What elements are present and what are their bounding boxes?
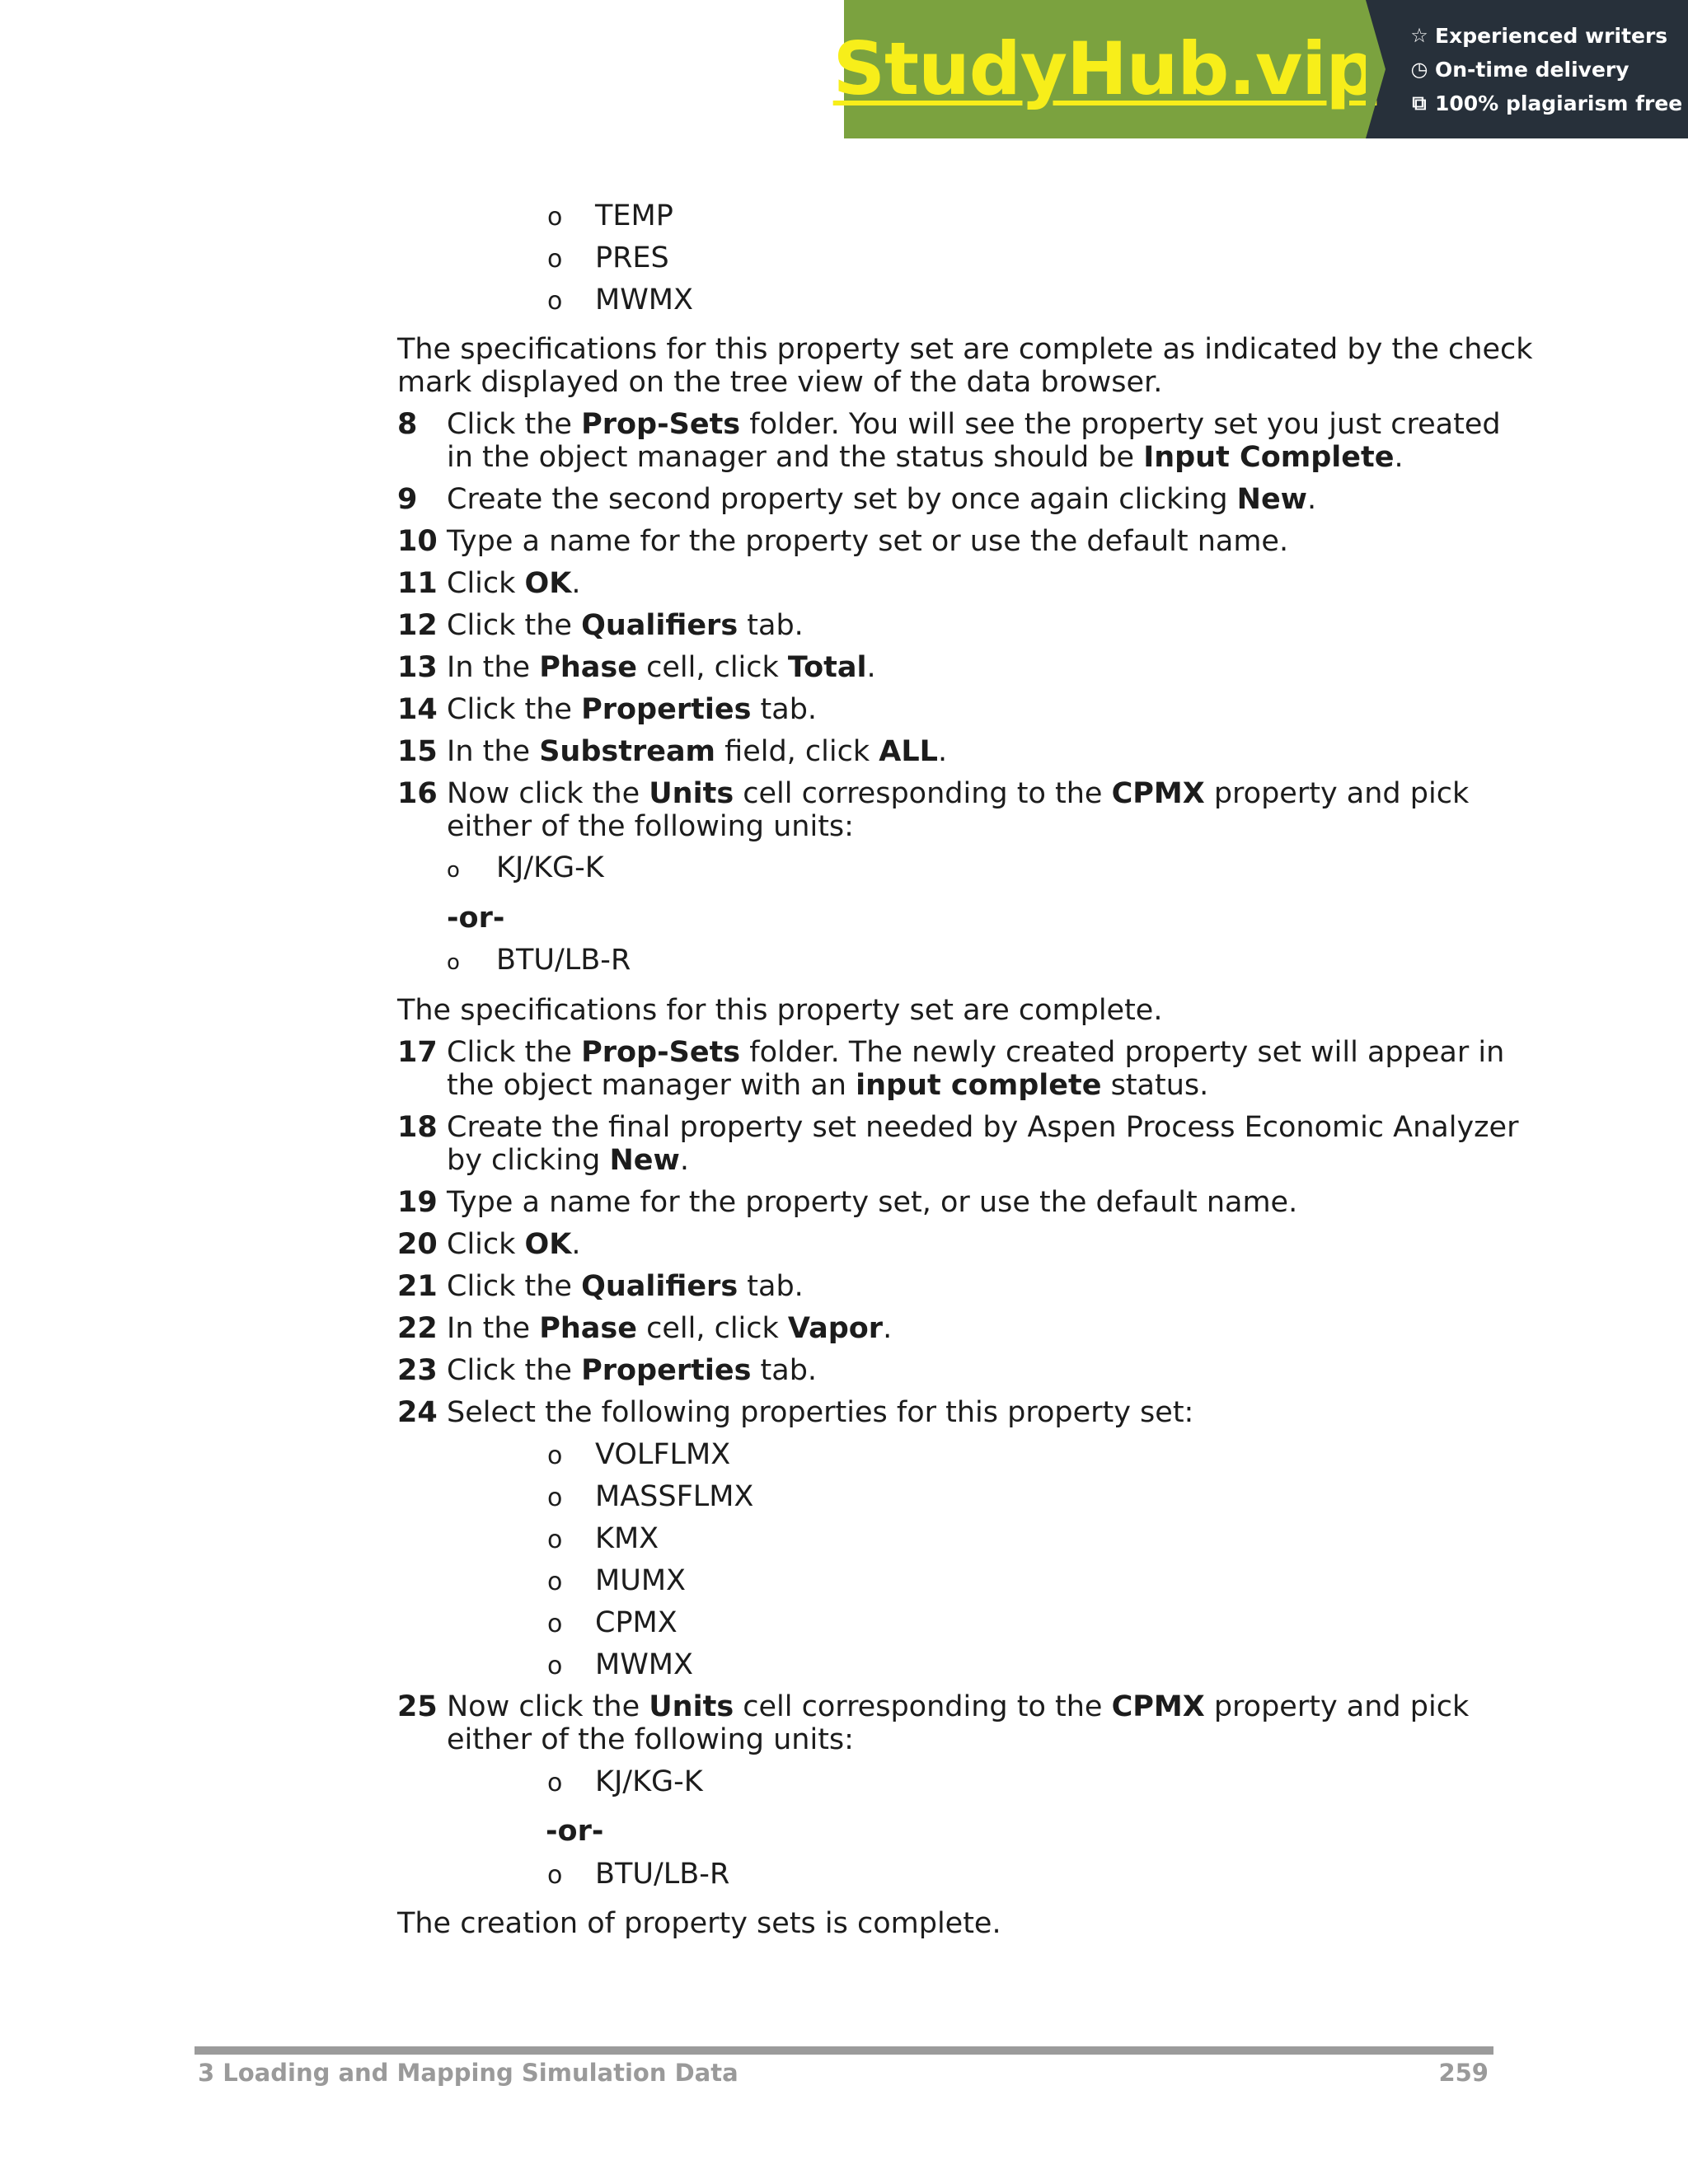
step-text: In the Substream field, click ALL. — [447, 735, 948, 768]
step-text: in the object manager and the status should be Input Complete. — [447, 441, 1404, 474]
bullet-marker: o — [447, 950, 460, 975]
bullet-marker: o — [547, 203, 563, 232]
badge-text: On-time delivery — [1435, 57, 1629, 82]
step-text: In the Phase cell, click Vapor. — [447, 1312, 893, 1345]
step-number: 8 — [397, 408, 418, 441]
list-item: VOLFLMX — [595, 1438, 731, 1471]
step-text: Click OK. — [447, 1228, 581, 1261]
paragraph: The creation of property sets is complete. — [397, 1907, 1001, 1940]
list-item: MWMX — [595, 1648, 693, 1681]
step-text: Click the Properties tab. — [447, 693, 818, 726]
step-text: Click the Qualifiers tab. — [447, 1270, 804, 1303]
bullet-marker: o — [547, 1652, 563, 1680]
list-item: MWMX — [595, 284, 693, 316]
step-text: Select the following properties for this property set: — [447, 1396, 1194, 1429]
step-text: Type a name for the property set, or use the default name. — [447, 1186, 1298, 1219]
page-number: 259 — [1438, 2059, 1489, 2087]
step-text: Click the Qualifiers tab. — [447, 609, 804, 642]
badge-plagiarism-free — [1409, 87, 1688, 120]
clock-icon: ◷ — [1410, 57, 1428, 81]
bullet-marker: o — [547, 1568, 563, 1596]
step-number: 14 — [397, 693, 438, 726]
bullet-marker: o — [547, 287, 563, 316]
step-text: either of the following units: — [447, 1723, 854, 1756]
star-icon: ☆ — [1410, 23, 1428, 47]
step-number: 9 — [397, 483, 418, 516]
step-text: Create the second property set by once again clicking New. — [447, 483, 1317, 516]
step-number: 23 — [397, 1354, 438, 1387]
list-item: CPMX — [595, 1606, 678, 1639]
logo-panel — [832, 0, 1377, 138]
paragraph-line: The specifications for this property set are complete as indicated by the check — [397, 333, 1533, 366]
bullet-marker: o — [447, 858, 460, 883]
step-number: 12 — [397, 609, 438, 642]
step-number: 18 — [397, 1111, 438, 1144]
step-number: 13 — [397, 651, 438, 684]
step-text: by clicking New. — [447, 1144, 690, 1177]
step-number: 21 — [397, 1270, 438, 1303]
or-label: -or- — [546, 1815, 604, 1848]
list-item: MASSFLMX — [595, 1480, 754, 1513]
step-number: 11 — [397, 567, 438, 600]
list-item: KMX — [595, 1522, 659, 1555]
badge-on-time-delivery — [1409, 53, 1688, 87]
step-text: Type a name for the property set or use the default name. — [447, 525, 1289, 558]
step-text: Click the Prop-Sets folder. The newly created property set will appear in — [447, 1036, 1505, 1069]
step-number: 22 — [397, 1312, 438, 1345]
bullet-marker: o — [547, 1441, 563, 1470]
list-item: KJ/KG-K — [496, 851, 604, 884]
badge-text: Experienced writers — [1435, 23, 1668, 48]
list-item: MUMX — [595, 1564, 686, 1597]
step-number: 25 — [397, 1690, 438, 1723]
step-number: 20 — [397, 1228, 438, 1261]
badge-panel — [1366, 0, 1688, 138]
bullet-marker: o — [547, 1483, 563, 1512]
step-text: Now click the Units cell corresponding to the CPMX property and pick — [447, 777, 1470, 810]
badge-text: 100% plagiarism free — [1435, 91, 1683, 115]
bullet-marker: o — [547, 245, 563, 274]
paragraph: The specifications for this property set are complete. — [397, 994, 1163, 1027]
footer-chapter-title: 3 Loading and Mapping Simulation Data — [198, 2059, 738, 2087]
studyhub-banner[interactable] — [832, 0, 1688, 138]
step-text: Click the Prop-Sets folder. You will see the property set you just created — [447, 408, 1501, 441]
bullet-marker: o — [547, 1861, 563, 1890]
step-number: 16 — [397, 777, 438, 810]
step-number: 24 — [397, 1396, 438, 1429]
copy-icon: ⧉ — [1412, 91, 1427, 115]
badge-experienced-writers — [1409, 19, 1688, 53]
list-item: BTU/LB-R — [595, 1858, 730, 1891]
step-text: Click the Properties tab. — [447, 1354, 818, 1387]
list-item: PRES — [595, 241, 669, 274]
bullet-marker: o — [547, 1769, 563, 1797]
step-text: Create the final property set needed by Aspen Process Economic Analyzer — [447, 1111, 1519, 1144]
list-item: TEMP — [595, 199, 673, 232]
footer-rule — [195, 2046, 1493, 2055]
step-text: Click OK. — [447, 567, 581, 600]
or-label: -or- — [447, 902, 505, 935]
bullet-marker: o — [547, 1610, 563, 1638]
bullet-marker: o — [547, 1526, 563, 1554]
studyhub-logo: StudyHub.vip — [832, 26, 1377, 111]
step-text: Now click the Units cell corresponding to the CPMX property and pick — [447, 1690, 1470, 1723]
step-number: 15 — [397, 735, 438, 768]
list-item: KJ/KG-K — [595, 1765, 703, 1798]
step-text: the object manager with an input complete status. — [447, 1069, 1209, 1102]
step-number: 17 — [397, 1036, 438, 1069]
paragraph-line: mark displayed on the tree view of the data browser. — [397, 366, 1163, 399]
step-number: 19 — [397, 1186, 438, 1219]
step-number: 10 — [397, 525, 438, 558]
list-item: BTU/LB-R — [496, 944, 631, 977]
step-text: In the Phase cell, click Total. — [447, 651, 876, 684]
step-text: either of the following units: — [447, 810, 854, 843]
